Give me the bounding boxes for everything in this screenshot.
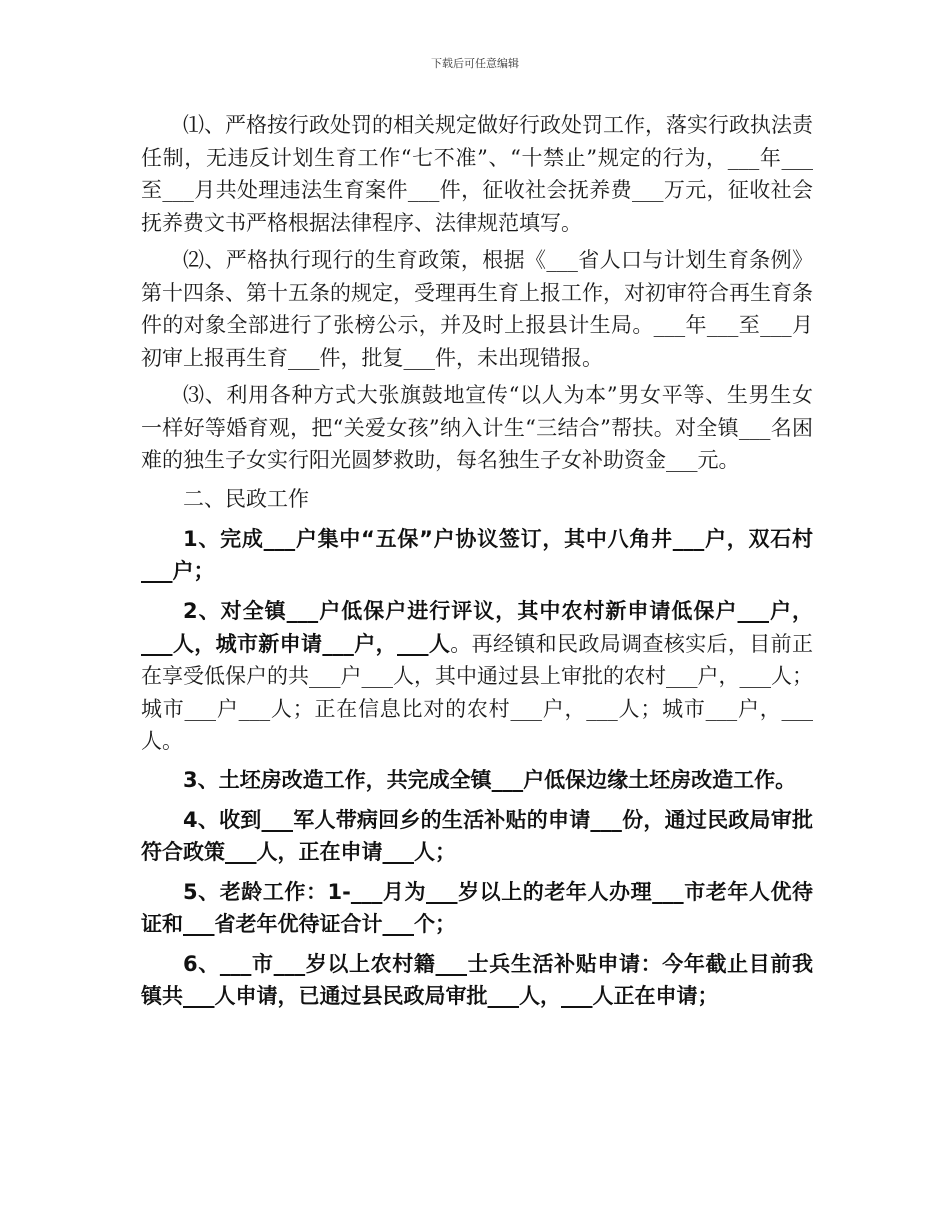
item-minimum-living-allowance-detail: 。再经镇和民政局调查核实后，目前正在享受低保户的共___户___人，其中通过县上审批的农村___户，___人；城市___户___人；正在信息比对的农村___户，___人；城市___户，___人。	[141, 631, 814, 753]
section-heading-civil-affairs: 二、民政工作	[183, 486, 309, 511]
item-veteran-subsidy: 4、收到___军人带病回乡的生活补贴的申请___份，通过民政局审批符合政策___人，正在申请___人；	[141, 807, 813, 864]
document-body	[141, 109, 813, 1012]
item-five-guarantees: 1、完成___户集中“五保”户协议签订，其中八角井___户，双石村___户；	[141, 527, 813, 583]
paragraph-publicity: ⑶、利用各种方式大张旗鼓地宣传“以人为本”男女平等、生男生女一样好等婚育观，把“关爱女孩”纳入计生“三结合”帮扶。对全镇___名困难的独生子女实行阳光圆梦救助，每名独生子女补助资金___元。	[141, 383, 813, 472]
item-minimum-living-allowance-bold: 2、对全镇___户低保户进行评议，其中农村新申请低保户___户，___人，城市新申请___户，___人	[141, 599, 813, 656]
item-house-renovation: 3、土坯房改造工作，共完成全镇___户低保边缘土坯房改造工作。	[183, 767, 797, 792]
item-elderly-work: 5、老龄工作：1-___月为___岁以上的老年人办理___市老年人优待证和___省老年优待证合计___个；	[141, 879, 813, 936]
paragraph-birth-policy: ⑵、严格执行现行的生育政策，根据《___省人口与计划生育条例》第十四条、第十五条的规定，受理再生育上报工作，对初审符合再生育条件的对象全部进行了张榜公示，并及时上报县计生局。___年___至___月初审上报再生育___件，批复___件，未出现错报。	[141, 248, 813, 370]
item-soldier-subsidy: 6、___市___岁以上农村籍___士兵生活补贴申请：今年截止目前我镇共___人申请，已通过县民政局审批___人，___人正在申请；	[141, 951, 813, 1008]
paragraph-penalty-enforcement: ⑴、严格按行政处罚的相关规定做好行政处罚工作，落实行政执法责任制，无违反计划生育工作“七不准”、“十禁止”规定的行为，___年___至___月共处理违法生育案件___件，征收社会抚养费___万元，征收社会抚养费文书严格根据法律程序、法律规范填写。	[141, 113, 813, 235]
item-minimum-living-allowance	[141, 595, 813, 758]
page-header: 下载后可任意编辑	[431, 57, 519, 70]
